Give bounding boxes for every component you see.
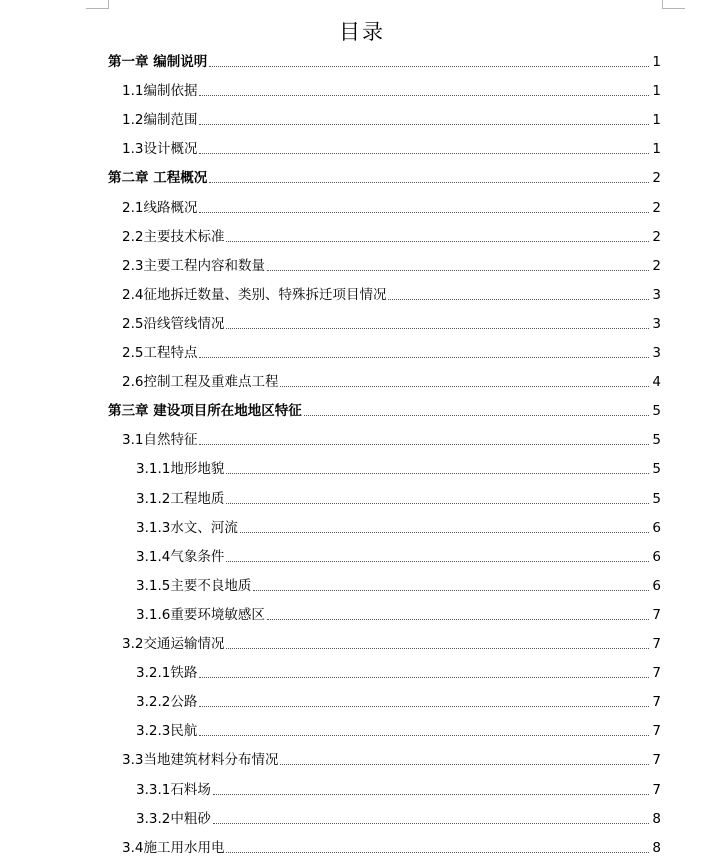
- toc-entry-label: 3.2.2公路: [136, 694, 198, 711]
- toc-page-number: 7: [652, 606, 661, 623]
- toc-entry-label: 3.1.2工程地质: [136, 490, 225, 507]
- toc-entry-label: 2.3主要工程内容和数量: [122, 257, 265, 274]
- toc-entry[interactable]: [0, 630, 724, 652]
- toc-dot-leader: [267, 618, 649, 620]
- toc-entry-label: 3.2交通运输情况: [122, 636, 225, 652]
- toc-entry[interactable]: [0, 776, 724, 798]
- toc-dot-leader: [267, 269, 649, 271]
- toc-entry[interactable]: [0, 77, 724, 99]
- toc-entry-label: 3.2.3民航: [136, 723, 198, 740]
- toc-dot-leader: [280, 763, 649, 765]
- toc-page-number: 8: [652, 810, 661, 827]
- toc-page-number: 1: [652, 54, 661, 70]
- toc-entry-label: 3.3.2中粗砂: [136, 810, 211, 827]
- toc-entry-label: 1.1编制依据: [122, 83, 198, 100]
- toc-entry[interactable]: [0, 252, 724, 274]
- toc-entry[interactable]: [0, 572, 724, 594]
- toc-dot-leader: [388, 298, 649, 300]
- toc-dot-leader: [199, 211, 649, 213]
- toc-page-number: 7: [652, 723, 661, 740]
- toc-entry-label: 2.5沿线管线情况: [122, 315, 225, 332]
- toc-entry[interactable]: [0, 485, 724, 507]
- toc-page-number: 7: [652, 694, 661, 711]
- toc-entry[interactable]: [0, 601, 724, 623]
- toc-entry[interactable]: [0, 368, 724, 390]
- toc-page-number: 1: [652, 112, 661, 129]
- toc-page-number: 5: [652, 461, 661, 478]
- toc-page-number: 5: [652, 403, 661, 420]
- toc-entry[interactable]: [0, 514, 724, 536]
- toc-dot-leader: [226, 647, 649, 649]
- page-corner-mark-left: [86, 0, 109, 9]
- toc-entry[interactable]: [0, 659, 724, 681]
- toc-page-number: 7: [652, 781, 661, 798]
- toc-dot-leader: [226, 327, 649, 329]
- toc-page-number: 2: [652, 170, 661, 187]
- toc-entry-label: 3.1.6重要环境敏感区: [136, 606, 265, 623]
- toc-dot-leader: [226, 502, 649, 504]
- toc-page-number: 2: [652, 257, 661, 274]
- toc-page-number: 1: [652, 83, 661, 100]
- toc-page-number: 4: [652, 374, 661, 391]
- toc-entry[interactable]: [0, 455, 724, 477]
- toc-page-number: 5: [652, 432, 661, 449]
- toc-dot-leader: [226, 472, 649, 474]
- toc-entry[interactable]: [0, 194, 724, 216]
- toc-dot-leader: [226, 560, 649, 562]
- toc-entry[interactable]: [0, 805, 724, 827]
- toc-dot-leader: [226, 851, 649, 853]
- toc-dot-leader: [199, 152, 649, 154]
- toc-entry-label: 1.3设计概况: [122, 141, 198, 158]
- toc-entry[interactable]: [0, 310, 724, 332]
- toc-dot-leader: [199, 443, 649, 445]
- toc-entry-label: 2.4征地拆迁数量、类别、特殊拆迁项目情况: [122, 286, 387, 303]
- toc-entry-label: 2.1线路概况: [122, 199, 198, 216]
- toc-dot-leader: [240, 531, 649, 533]
- toc-entry-label: 3.1.1地形地貌: [136, 461, 225, 478]
- toc-entry[interactable]: [0, 106, 724, 128]
- toc-dot-leader: [209, 181, 649, 183]
- toc-page-number: 6: [652, 519, 661, 536]
- toc-dot-leader: [199, 734, 649, 736]
- toc-entry-label: 第一章 编制说明: [108, 54, 208, 70]
- toc-chapter-entry[interactable]: [0, 48, 724, 70]
- toc-entry[interactable]: [0, 223, 724, 245]
- toc-dot-leader: [226, 240, 649, 242]
- toc-dot-leader: [213, 793, 649, 795]
- toc-page-number: 5: [652, 490, 661, 507]
- toc-page-number: 6: [652, 548, 661, 565]
- toc-dot-leader: [213, 822, 649, 824]
- toc-entry-label: 3.1.5主要不良地质: [136, 577, 252, 594]
- page-corner-mark-right: [662, 0, 685, 9]
- toc-entry[interactable]: [0, 717, 724, 739]
- toc-entry-label: 第二章 工程概况: [108, 170, 208, 187]
- toc-dot-leader: [280, 385, 649, 387]
- toc-dot-leader: [199, 94, 649, 96]
- toc-page-number: 6: [652, 577, 661, 594]
- toc-entry-label: 3.1.4气象条件: [136, 548, 225, 565]
- toc-dot-leader: [253, 589, 649, 591]
- toc-entry-label: 3.3.1石料场: [136, 781, 211, 798]
- toc-dot-leader: [199, 705, 649, 707]
- toc-entry-label: 3.4施工用水用电: [122, 839, 225, 856]
- toc-entry-label: 2.5工程特点: [122, 345, 198, 361]
- toc-entry-label: 2.2主要技术标准: [122, 228, 225, 245]
- toc-title: 目录: [339, 20, 385, 44]
- toc-page-number: 7: [652, 665, 661, 682]
- toc-entry[interactable]: [0, 426, 724, 448]
- toc-entry-label: 3.3当地建筑材料分布情况: [122, 752, 279, 769]
- toc-entry[interactable]: [0, 834, 724, 856]
- toc-dot-leader: [304, 414, 649, 416]
- toc-page-number: 8: [652, 839, 661, 856]
- toc-page-number: 7: [652, 636, 661, 652]
- toc-entry-label: 2.6控制工程及重难点工程: [122, 374, 279, 391]
- toc-dot-leader: [199, 356, 649, 358]
- toc-page-number: 3: [652, 345, 661, 361]
- toc-entry-label: 3.2.1铁路: [136, 665, 198, 682]
- toc-entry-label: 3.1.3水文、河流: [136, 519, 238, 536]
- toc-entry[interactable]: [0, 746, 724, 768]
- toc-dot-leader: [199, 676, 649, 678]
- toc-entry-label: 3.1自然特征: [122, 432, 198, 449]
- toc-page-number: 2: [652, 199, 661, 216]
- toc-chapter-entry[interactable]: [0, 164, 724, 186]
- toc-entry[interactable]: [0, 688, 724, 710]
- toc-page-number: 1: [652, 141, 661, 158]
- toc-chapter-entry[interactable]: [0, 397, 724, 419]
- toc-entry-label: 1.2编制范围: [122, 112, 198, 129]
- toc-page-number: 7: [652, 752, 661, 769]
- toc-page-number: 3: [652, 315, 661, 332]
- toc-page-number: 2: [652, 228, 661, 245]
- toc-dot-leader: [199, 123, 649, 125]
- toc-entry[interactable]: [0, 339, 724, 361]
- toc-entry[interactable]: [0, 543, 724, 565]
- toc-page-number: 3: [652, 286, 661, 303]
- toc-entry[interactable]: [0, 135, 724, 157]
- toc-entry-label: 第三章 建设项目所在地地区特征: [108, 403, 302, 420]
- toc-entry[interactable]: [0, 281, 724, 303]
- toc-dot-leader: [209, 65, 649, 67]
